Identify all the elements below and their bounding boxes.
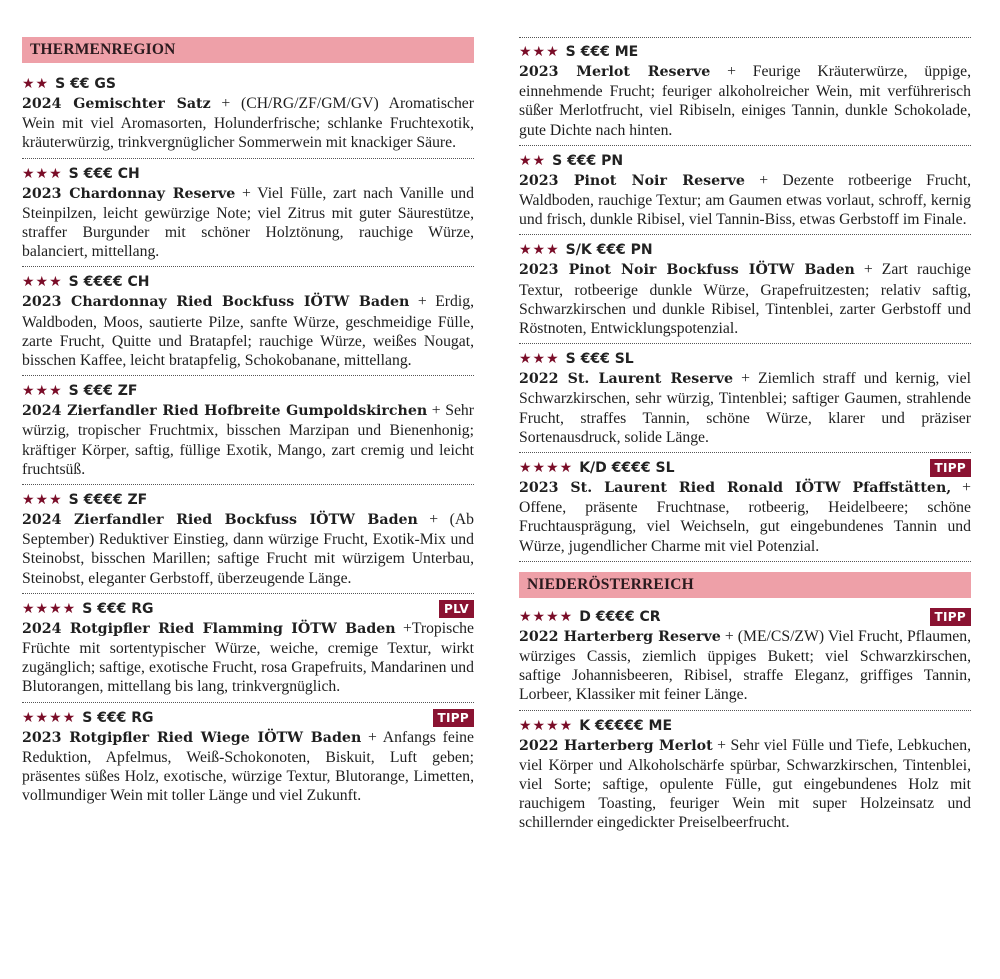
entry-code: S €€€€ ZF (68, 492, 148, 509)
wine-entry (519, 713, 971, 838)
entry-description (22, 292, 474, 370)
entry-code: D €€€€ CR (579, 608, 661, 625)
tasting-note: + (CH/RG/ZF/GM/GV) Aromatischer Wein mit viel Aromasorten, Holunderfrische; schlanke Fruchtexotik, kräuterwürzig, trinkvergnüglicher Sommerwein mit knackiger Säure. (22, 95, 474, 152)
left-column (22, 0, 474, 812)
rating-stars: ★★★★ (519, 460, 574, 477)
wine-entry (22, 269, 474, 376)
entry-description (519, 736, 971, 833)
entry-header (22, 164, 474, 184)
tasting-note: + Ziemlich straff und kernig, viel Schwarzkirschen, sehr würzig, Tintenblei; saftiger Gaumen, strahlende Frucht, straffes Tannin, schöne Würze, klarer und präziser Sortenausdruck, solide Länge. (519, 370, 971, 446)
entry-header (519, 42, 971, 62)
entry-description (519, 171, 971, 230)
entry-description (22, 184, 474, 262)
entry-description (519, 62, 971, 140)
tasting-note: + Dezente rotbeerige Frucht, Waldboden, rauchige Textur; am Gaumen etwas vorlaut, schroff, kernig und frisch, dunkle Ribisel, viel Tannin-Biss, etwas Gerbstoff im Finale. (519, 171, 971, 229)
entry-description (519, 627, 971, 705)
entry-header (519, 607, 971, 627)
tasting-note: + Anfangs feine Reduktion, Apfelmus, Weiß-Schokonoten, Biskuit, Luft geben; präsentes süßes Holz, exotische, würzige Textur, Blutorange, Limetten, vollmundiger Wein mit toller Länge und viel Zukunft. (22, 728, 474, 805)
tasting-note: + Sehr viel Fülle und Tiefe, Lebkuchen, viel Körper und Alkoholschärfe spürbar, Schwarzkirschen, Tintenblei, viel Sorte; saftige, opulente Fülle, gut eingebundenes Holz mit rauchigem Toasting, feuriger Wein mit super Holzeinsatz und schillernder eingedickter Preiselbeerfrucht. (519, 736, 971, 832)
rating-stars: ★★★★ (519, 717, 574, 734)
wine-entry (22, 378, 474, 485)
wine-name: 2024 Rotgipfler Ried Flamming IÖTW Baden (22, 620, 396, 637)
rating-stars: ★★★ (22, 383, 63, 400)
plv-badge: PLV (439, 600, 474, 618)
entry-description (519, 478, 971, 556)
entry-description (519, 260, 971, 338)
tasting-note: + (ME/CS/ZW) Viel Frucht, Pflaumen, würziges Cassis, ziemlich üppiges Bukett; viel Schwarzkirschen, saftige Johannisbeeren, Ribisel, straffe Eleganz, griffiges Tannin, Lorbeer, Klassiker mit feiner Länge. (519, 627, 972, 704)
rating-stars: ★★★ (22, 165, 63, 182)
entry-header (22, 708, 474, 728)
rating-stars: ★★★ (22, 274, 63, 291)
tasting-note: + Offene, präsente Fruchtnase, rotbeerig, Heidelbeere; schöne Fruchtausprägung, viel Weichseln, gut eingebundenes Tannin und Würze, jugendlicher Charme mit viel Potenzial. (519, 479, 971, 555)
entry-code: S €€ GS (55, 76, 116, 92)
entry-description (22, 510, 474, 588)
wine-name: 2023 Pinot Noir Bockfuss IÖTW Baden (519, 262, 855, 279)
entry-code: S €€€ ME (565, 44, 639, 60)
wine-name: 2023 Rotgipfler Ried Wiege IÖTW Baden (22, 729, 362, 746)
entry-description (22, 619, 474, 697)
rating-stars: ★★★ (519, 242, 560, 259)
tasting-note: + Viel Fülle, zart nach Vanille und Steinpilzen, leicht gewürzige Note; viel Zitrus mit guter Säurestütze, straffer Burgunder mit schöner Holztönung, rauchige Würze, balanciert, mittellang. (22, 184, 474, 261)
tasting-note: + Feurige Kräuterwürze, üppige, einnehmende Frucht; feuriger alkoholreicher Wein, mit verführerisch süßer Merlotfrucht, viel Ribiseln, einiges Tannin, dunkle Schokolade, gute Dichte nach hinten. (519, 63, 971, 139)
wine-name: 2023 Merlot Reserve (519, 64, 711, 80)
rating-stars: ★★ (22, 76, 50, 92)
entry-code: S €€€ PN (552, 152, 624, 169)
entry-header (519, 349, 971, 369)
tasting-note: + Zart rauchige Textur, rotbeerige dunkle Würze, Grapefruitzesten; relativ saftig, Schwarzkirschen und dunkle Ribisel, Tintenblei, zarter Gerbstoff und Röstnoten, Entwicklungspotenzial. (519, 261, 971, 338)
entry-code: S €€€ RG (82, 600, 154, 617)
rating-stars: ★★★★ (22, 600, 77, 617)
wine-entry (519, 455, 971, 562)
tipp-badge: TIPP (930, 459, 971, 477)
entry-header (22, 272, 474, 292)
rating-stars: ★★★ (519, 351, 560, 368)
wine-entry (22, 705, 474, 811)
entry-header (22, 490, 474, 510)
wine-name: 2024 Zierfandler Ried Bockfuss IÖTW Baden (22, 512, 418, 529)
wine-entry (519, 237, 971, 344)
entry-code: S €€€ ZF (68, 383, 138, 400)
rating-stars: ★★★★ (22, 709, 77, 726)
wine-entry (519, 604, 971, 711)
wine-entry (519, 37, 971, 146)
entry-header (22, 599, 474, 619)
entry-header (22, 381, 474, 401)
tipp-badge: TIPP (930, 608, 971, 626)
entry-code: S/K €€€ PN (565, 242, 653, 259)
right-column (519, 0, 971, 840)
wine-entry (519, 148, 971, 236)
wine-name: 2023 Pinot Noir Reserve (519, 172, 745, 189)
entry-header (22, 74, 474, 94)
rating-stars: ★★ (519, 152, 547, 169)
wine-name: 2024 Zierfandler Ried Hofbreite Gumpoldskirchen (22, 403, 428, 420)
wine-name: 2023 Chardonnay Reserve (22, 185, 236, 202)
entry-description (519, 369, 971, 447)
wine-name: 2023 Chardonnay Ried Bockfuss IÖTW Baden (22, 294, 410, 311)
tasting-note: + Sehr würzig, tropischer Fruchtmix, bisschen Marzipan und Bienenhonig; kräftiger Körper, saftig, füllige Exotik, Mango, zart cremig und leicht fruchtsüß. (22, 402, 474, 478)
entry-header (519, 240, 971, 260)
entry-code: K/D €€€€ SL (579, 460, 675, 477)
entry-description (22, 94, 474, 153)
tipp-badge: TIPP (433, 709, 474, 727)
wine-entry (22, 161, 474, 268)
wine-name: 2022 St. Laurent Reserve (519, 371, 734, 388)
region-heading-thermenregion: THERMENREGION (22, 37, 474, 63)
tasting-note: + (Ab September) Reduktiver Einstieg, dann würzige Frucht, Exotik-Mix und Steinobst, bisschen Marillen; saftige Frucht mit würzigem Unterbau, Steinobst, eleganter Gerbstoff, überzeugende Länge. (22, 511, 474, 587)
entry-header (519, 716, 971, 736)
tasting-note: + Erdig, Waldboden, Moos, sautierte Pilze, sanfte Würze, geschmeidige Fülle, zarte Frucht, Quitte und Bratapfel; rauchige Würze, weißes Nougat, bisschen Kaffee, leicht bratapfelig, Schokobanane, mittellang. (22, 293, 474, 370)
rating-stars: ★★★★ (519, 608, 574, 625)
region-heading-niederoesterreich: NIEDERÖSTERREICH (519, 572, 971, 598)
wine-name: 2023 St. Laurent Ried Ronald IÖTW Pfaffstätten, (519, 480, 952, 497)
entry-code: S €€€€ CH (68, 274, 150, 291)
entry-description (22, 728, 474, 806)
rating-stars: ★★★ (22, 492, 63, 509)
entry-code: S €€€ RG (82, 709, 154, 726)
tasting-note: +Tropische Früchte mit sortentypischer Würze, weiche, cremige Textur, wirkt zugänglich; saftige, exotische Frucht, rosa Grapefruits, Mandarinen und Blutorangen, mittellang bis lang, trinkvergnüglich. (22, 619, 474, 696)
wine-entry (22, 596, 474, 703)
entry-header (519, 151, 971, 171)
wine-name: 2022 Harterberg Merlot (519, 737, 713, 754)
entry-description (22, 401, 474, 479)
entry-header (519, 458, 971, 478)
wine-entry (519, 346, 971, 453)
wine-name: 2024 Gemischter Satz (22, 96, 211, 112)
wine-name: 2022 Harterberg Reserve (519, 628, 721, 645)
entry-code: K €€€€€ ME (579, 717, 673, 734)
wine-entry (22, 71, 474, 159)
wine-entry (22, 487, 474, 594)
rating-stars: ★★★ (519, 44, 560, 60)
entry-code: S €€€ SL (565, 351, 634, 368)
entry-code: S €€€ CH (68, 165, 140, 182)
